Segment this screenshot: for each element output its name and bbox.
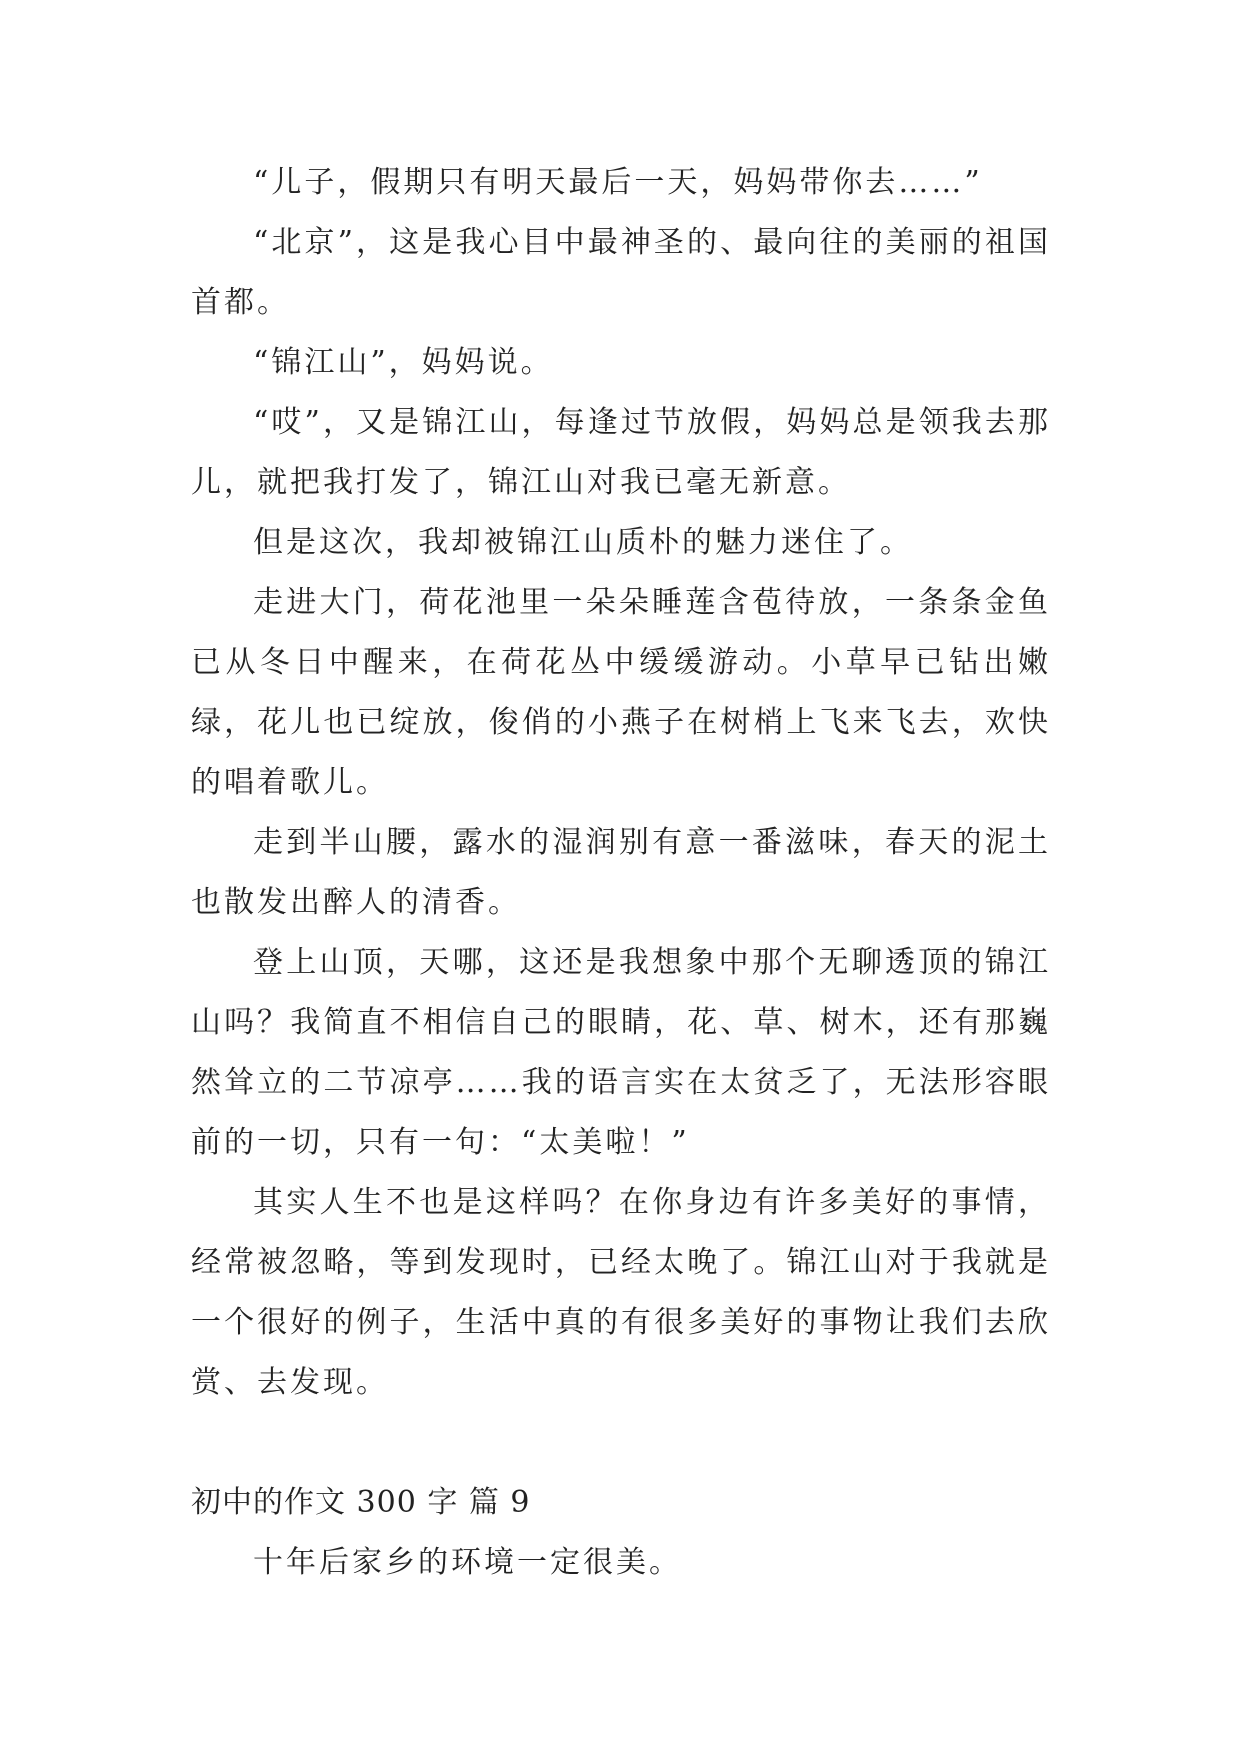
- paragraph: 登上山顶，天哪，这还是我想象中那个无聊透顶的锦江山吗？我简直不相信自己的眼睛，花、草、树木，还有那巍然耸立的二节凉亭……我的语言实在太贫乏了，无法形容眼前的一切，只有一句：“太美啦！”: [191, 945, 1051, 1160]
- paragraph: 走到半山腰，露水的湿润别有意一番滋味，春天的泥土也散发出醉人的清香。: [191, 825, 1051, 920]
- document-body: [191, 153, 1051, 1593]
- paragraph: 十年后家乡的环境一定很美。: [253, 1545, 682, 1580]
- paragraph: 走进大门，荷花池里一朵朵睡莲含苞待放，一条条金鱼已从冬日中醒来，在荷花丛中缓缓游动。小草早已钻出嫩绿，花儿也已绽放，俊俏的小燕子在树梢上飞来飞去，欢快的唱着歌儿。: [191, 585, 1051, 800]
- paragraph: “哎”，又是锦江山，每逢过节放假，妈妈总是领我去那儿，就把我打发了，锦江山对我已毫无新意。: [191, 405, 1051, 500]
- paragraph: 其实人生不也是这样吗？在你身边有许多美好的事情，经常被忽略，等到发现时，已经太晚了。锦江山对于我就是一个很好的例子，生活中真的有很多美好的事物让我们去欣赏、去发现。: [191, 1185, 1051, 1400]
- paragraph: “儿子，假期只有明天最后一天，妈妈带你去……”: [253, 165, 983, 200]
- paragraph: 但是这次，我却被锦江山质朴的魅力迷住了。: [253, 525, 913, 560]
- paragraph: “北京”，这是我心目中最神圣的、最向往的美丽的祖国首都。: [191, 225, 1051, 320]
- section-heading: 初中的作文 300 字 篇 9: [191, 1485, 531, 1520]
- paragraph: “锦江山”，妈妈说。: [253, 345, 554, 380]
